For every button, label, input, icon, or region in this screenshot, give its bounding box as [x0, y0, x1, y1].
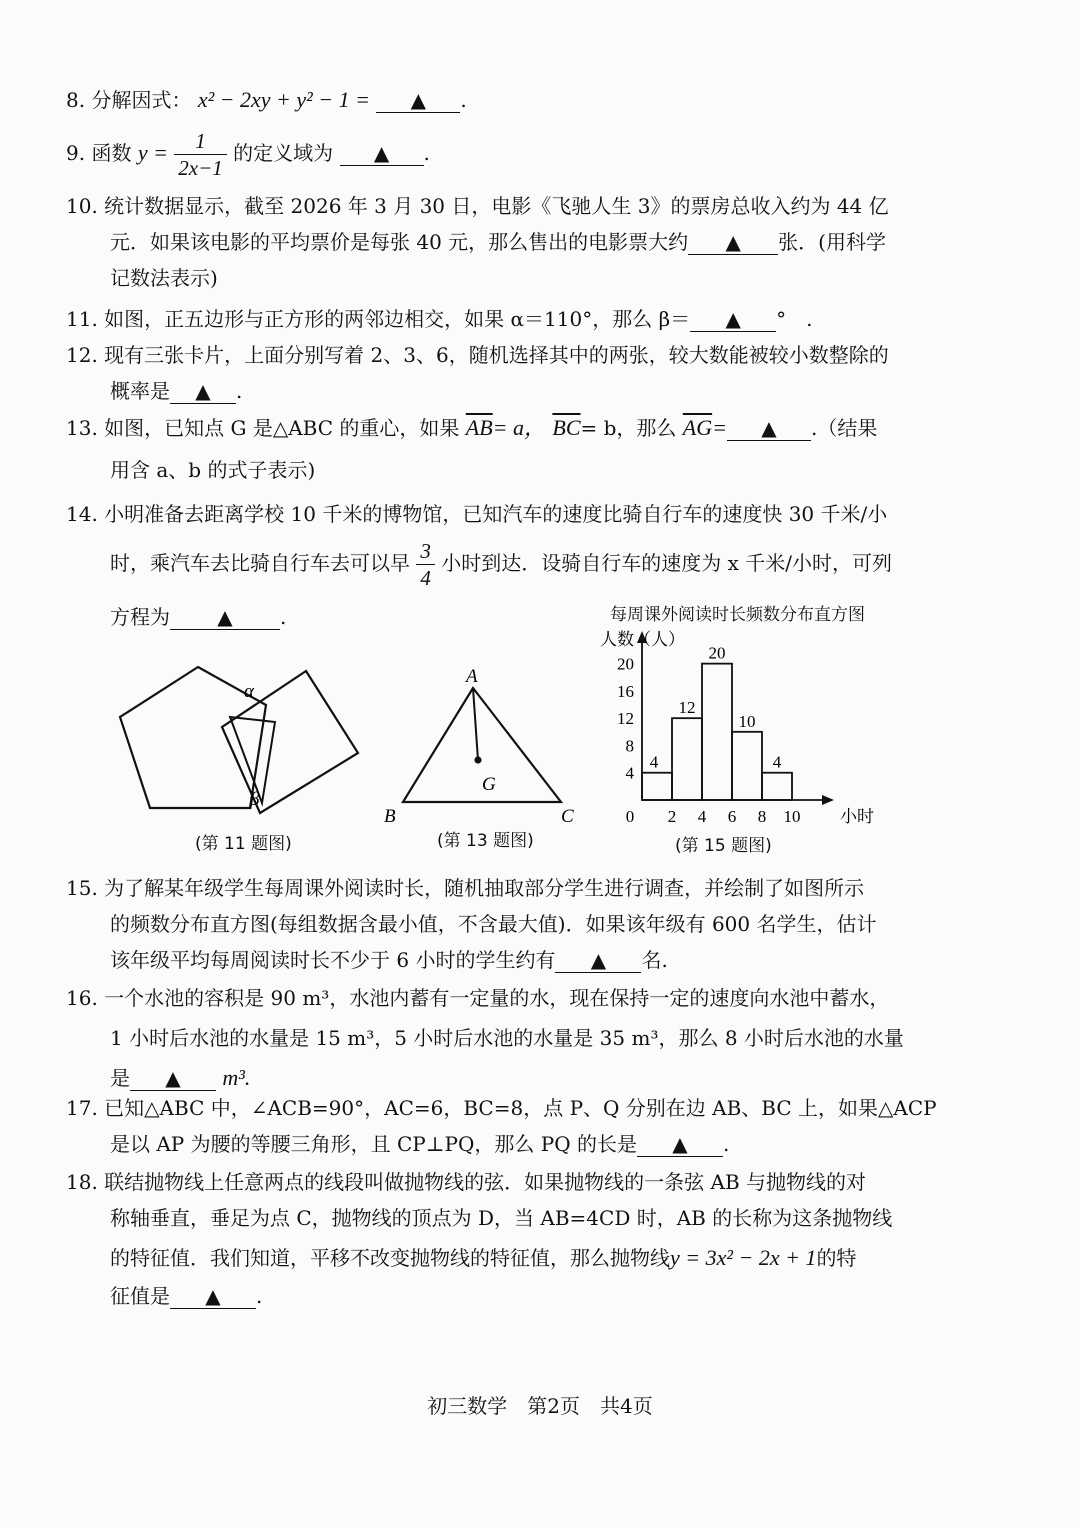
alpha-label: α [244, 681, 254, 702]
answer-blank: ▲ [727, 416, 811, 441]
question-text: 时，乘汽车去比骑自行车去可以早 [110, 551, 410, 575]
answer-blank: ▲ [376, 88, 460, 113]
question-text: 函数 [91, 141, 132, 165]
punct: . [280, 605, 287, 629]
question-text: 的特征值．我们知道，平移不改变抛物线的特征值，那么抛物线 [110, 1246, 670, 1270]
math-expression: x² − 2xy + y² − 1 = [197, 87, 370, 112]
unit: m³. [222, 1065, 251, 1090]
histogram-chart [590, 625, 890, 830]
punct: . [256, 1284, 263, 1308]
fraction [174, 128, 227, 181]
bar-value-label: 10 [738, 711, 756, 731]
punct: 名. [641, 948, 668, 972]
math-text: = b，那么 [580, 416, 677, 440]
figure-11-caption: (第 11 题图) [195, 834, 292, 854]
question-text: 张．(用科学 [778, 230, 886, 254]
y-tick-label: 16 [617, 681, 634, 701]
punct: ° . [776, 307, 813, 331]
question-15 [66, 870, 946, 978]
figure-15-caption: (第 15 题图) [675, 836, 772, 856]
math-lhs: y = [137, 140, 168, 165]
question-text: 的定义域为 [233, 141, 334, 165]
question-number: 14. [66, 502, 98, 526]
question-number: 12. [66, 343, 98, 367]
answer-blank: ▲ [637, 1132, 723, 1157]
question-18 [66, 1164, 946, 1314]
question-text: 一个水池的容积是 90 m³，水池内蓄有一定量的水，现在保持一定的速度向水池中蓄水， [104, 986, 890, 1010]
answer-blank: ▲ [130, 1066, 216, 1091]
question-12 [66, 337, 946, 409]
fraction-numerator: 1 [174, 128, 227, 155]
figure-13-caption: (第 13 题图) [437, 831, 534, 851]
x-tick-label: 10 [783, 807, 801, 826]
question-8 [66, 82, 467, 118]
question-number: 18. [66, 1170, 98, 1194]
question-text: 是以 AP 为腰的等腰三角形，且 CP⊥PQ，那么 PQ 的长是 [110, 1132, 637, 1156]
question-text: 现有三张卡片，上面分别写着 2、3、6，随机选择其中的两张，较大数能被较小数整除的 [104, 343, 889, 367]
punct: . [722, 1132, 730, 1156]
math-expression: y = 3x² − 2x + 1 [670, 1245, 817, 1270]
bar-value-label: 4 [649, 752, 659, 772]
question-text: 的特 [816, 1246, 857, 1270]
question-text: 称轴垂直，垂足为点 C，抛物线的顶点为 D，当 AB=4CD 时，AB 的长称为这条抛物线 [110, 1206, 893, 1230]
question-text: 概率是 [110, 379, 170, 403]
question-text: 1 小时后水池的水量是 15 m³，5 小时后水池的水量是 35 m³，那么 8 小时后水池的水量 [110, 1026, 904, 1050]
question-text: 该年级平均每周阅读时长不少于 6 小时的学生约有 [110, 948, 556, 972]
math-text: = a， [492, 415, 547, 440]
question-text: 是 [110, 1066, 130, 1090]
x-tick-label: 2 [667, 807, 677, 826]
question-text: 联结抛物线上任意两点的线段叫做抛物线的弦．如果抛物线的一条弦 AB 与抛物线的对 [104, 1170, 867, 1194]
math-text: = [712, 415, 727, 440]
figure-11 [110, 655, 370, 825]
x-tick-label: 8 [757, 807, 767, 826]
y-tick-label: 8 [625, 736, 634, 756]
vector-bc: $\overline{BC}$ [552, 415, 581, 440]
question-text: 分解因式： [91, 88, 192, 112]
y-axis-label: 人数（人） [600, 630, 685, 649]
question-number: 13. [66, 416, 98, 440]
question-text: 统计数据显示，截至 2026 年 3 月 30 日，电影《飞驰人生 3》的票房总收入约为 44 亿 [104, 194, 889, 218]
question-text: 如图，已知点 G 是△ABC 的重心，如果 [104, 416, 460, 440]
point-g [474, 756, 481, 763]
chart-title: 每周课外阅读时长频数分布直方图 [610, 605, 865, 625]
question-number: 17. [66, 1096, 98, 1120]
fraction-numerator: 3 [416, 538, 435, 565]
y-tick-label: 20 [617, 654, 634, 674]
beta-label: β [250, 789, 260, 810]
x-tick-label: 6 [727, 807, 737, 826]
question-16 [66, 980, 946, 1096]
bar-value-label: 12 [678, 698, 696, 718]
question-text: 的频数分布直方图(每组数据含最小值，不含最大值)．如果该年级有 600 名学生，估计 [110, 912, 877, 936]
x-tick-label: 4 [697, 807, 707, 826]
question-9 [66, 128, 430, 181]
histogram-bar [702, 664, 732, 800]
median-ag [473, 688, 478, 760]
question-number: 16. [66, 986, 98, 1010]
question-text: 记数法表示) [110, 266, 218, 290]
y-tick-label: 4 [625, 763, 634, 783]
histogram-bar [642, 773, 672, 800]
question-number: 9. [66, 141, 86, 165]
x-axis-arrow [822, 795, 834, 805]
fraction [416, 538, 435, 591]
question-11 [66, 301, 813, 337]
punct: . [423, 141, 430, 165]
page-footer: 初三数学 第2页 共4页 [427, 1394, 653, 1418]
vector-ab: $\overline{AB}$ [465, 415, 493, 440]
question-text: 方程为 [110, 605, 170, 629]
question-text: 小明准备去距离学校 10 千米的博物馆，已知汽车的速度比骑自行车的速度快 30 千米/小 [104, 502, 888, 526]
question-text: 用含 a、b 的式子表示) [110, 458, 316, 482]
answer-blank: ▲ [170, 605, 280, 630]
punct: . [460, 88, 467, 112]
question-text: 征值是 [110, 1284, 170, 1308]
answer-blank: ▲ [690, 307, 776, 332]
histogram-bar [732, 732, 762, 800]
answer-blank: ▲ [170, 379, 236, 404]
question-number: 15. [66, 876, 98, 900]
answer-blank: ▲ [170, 1284, 256, 1309]
vector-ag: $\overline{AG}$ [682, 415, 713, 440]
label-b: B [384, 806, 396, 825]
question-number: 10. [66, 194, 98, 218]
bar-value-label: 4 [772, 752, 782, 772]
question-13 [66, 410, 946, 488]
y-tick-label: 12 [617, 709, 634, 729]
question-text: 已知△ABC 中，∠ACB=90°，AC=6，BC=8，点 P、Q 分别在边 AB、BC 上，如果△ACP [104, 1096, 937, 1120]
bar-value-label: 20 [708, 643, 726, 663]
label-g: G [482, 774, 496, 795]
question-text: 元．如果该电影的平均票价是每张 40 元，那么售出的电影票大约 [110, 230, 689, 254]
punct: . [236, 379, 243, 403]
figure-13 [378, 660, 578, 825]
question-text: 为了解某年级学生每周课外阅读时长，随机抽取部分学生进行调查，并绘制了如图所示 [104, 876, 865, 900]
question-text: 小时到达．设骑自行车的速度为 x 千米/小时，可列 [441, 551, 892, 575]
histogram-bar [762, 773, 792, 800]
fraction-denominator: 4 [420, 566, 431, 590]
x-tick-label: 0 [625, 807, 635, 826]
answer-blank: ▲ [340, 141, 424, 166]
label-c: C [561, 806, 574, 825]
question-number: 11. [66, 307, 98, 331]
fraction-denominator: 2x−1 [178, 156, 223, 180]
label-a: A [466, 666, 478, 687]
answer-blank: ▲ [688, 230, 778, 255]
question-text: .（结果 [810, 416, 878, 440]
question-10 [66, 188, 946, 296]
question-text: 如图，正五边形与正方形的两邻边相交，如果 α＝110°，那么 β＝ [104, 307, 691, 331]
answer-blank: ▲ [555, 948, 641, 973]
question-number: 8. [66, 88, 86, 112]
histogram-bar [672, 718, 702, 800]
question-17 [66, 1090, 946, 1162]
x-axis-label: 小时 [840, 807, 874, 826]
